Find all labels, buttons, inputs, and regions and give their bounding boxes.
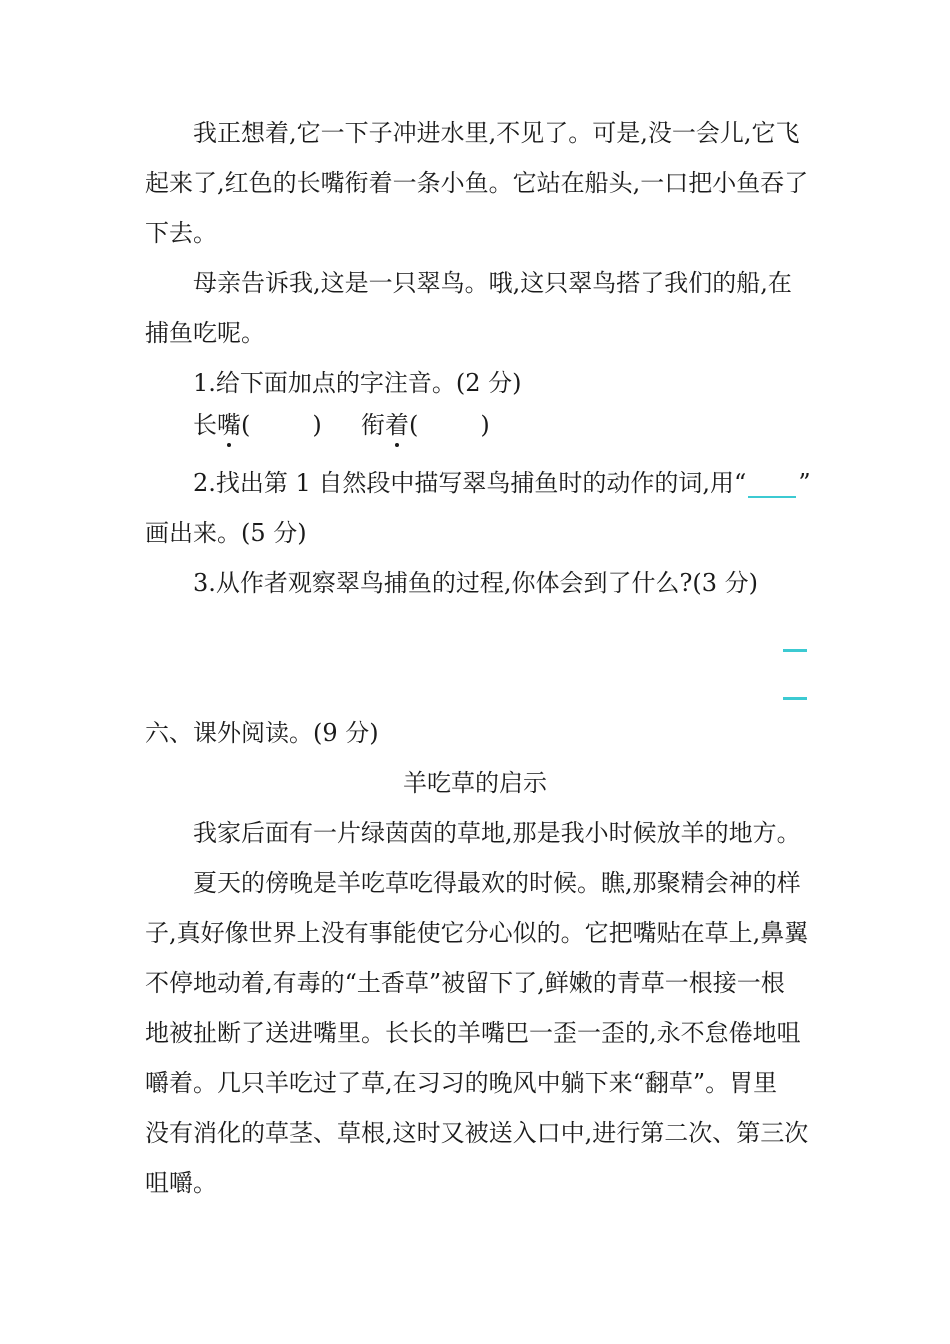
underline-marker	[748, 472, 796, 498]
paragraph-line: 不停地动着,有毒的“土香草”被留下了,鲜嫩的青草一根接一根	[145, 969, 785, 997]
paragraph-line: 地被扯断了送进嘴里。长长的羊嘴巴一歪一歪的,永不怠倦地咀	[145, 1019, 801, 1047]
paragraph-line: 子,真好像世界上没有事能使它分心似的。它把嘴贴在草上,鼻翼	[145, 919, 809, 947]
question-1: 1.给下面加点的字注音。(2 分)	[193, 369, 522, 397]
paragraph-line: 没有消化的草茎、草根,这时又被送入口中,进行第二次、第三次	[145, 1119, 809, 1147]
answer-line[interactable]	[783, 697, 807, 700]
paragraph-line: 母亲告诉我,这是一只翠鸟。哦,这只翠鸟搭了我们的船,在	[193, 269, 792, 297]
word-item-2: 衔着	[361, 411, 410, 439]
answer-line[interactable]	[783, 649, 807, 652]
question-3: 3.从作者观察翠鸟捕鱼的过程,你体会到了什么?(3 分)	[193, 569, 759, 597]
paragraph-line: 夏天的傍晚是羊吃草吃得最欢的时候。瞧,那聚精会神的样	[193, 869, 801, 897]
paragraph-line: 咀嚼。	[145, 1169, 217, 1197]
dotted-char: 着	[385, 411, 410, 439]
word-item-1: 长嘴	[193, 411, 241, 439]
article-title: 羊吃草的启示	[403, 769, 547, 797]
paragraph-line: 我正想着,它一下子冲进水里,不见了。可是,没一会儿,它飞	[193, 119, 800, 147]
paragraph-line: 捕鱼吃呢。	[145, 319, 265, 347]
paragraph-line: 下去。	[145, 219, 217, 247]
question-2-cont: 画出来。(5 分)	[145, 519, 307, 547]
paragraph-line: 嚼着。几只羊吃过了草,在习习的晚风中躺下来“翻草”。胃里	[145, 1069, 778, 1097]
paragraph-line: 我家后面有一片绿茵茵的草地,那是我小时候放羊的地方。	[193, 819, 801, 847]
question-2: 2.找出第 1 自然段中描写翠鸟捕鱼时的动作的词,用“ ”	[193, 469, 811, 497]
dotted-char: 嘴	[217, 411, 241, 439]
section-heading: 六、课外阅读。(9 分)	[145, 719, 379, 747]
paragraph-line: 起来了,红色的长嘴衔着一条小鱼。它站在船头,一口把小鱼吞了	[145, 169, 809, 197]
question-1-items: 长嘴( ) 衔着( )	[193, 411, 490, 439]
